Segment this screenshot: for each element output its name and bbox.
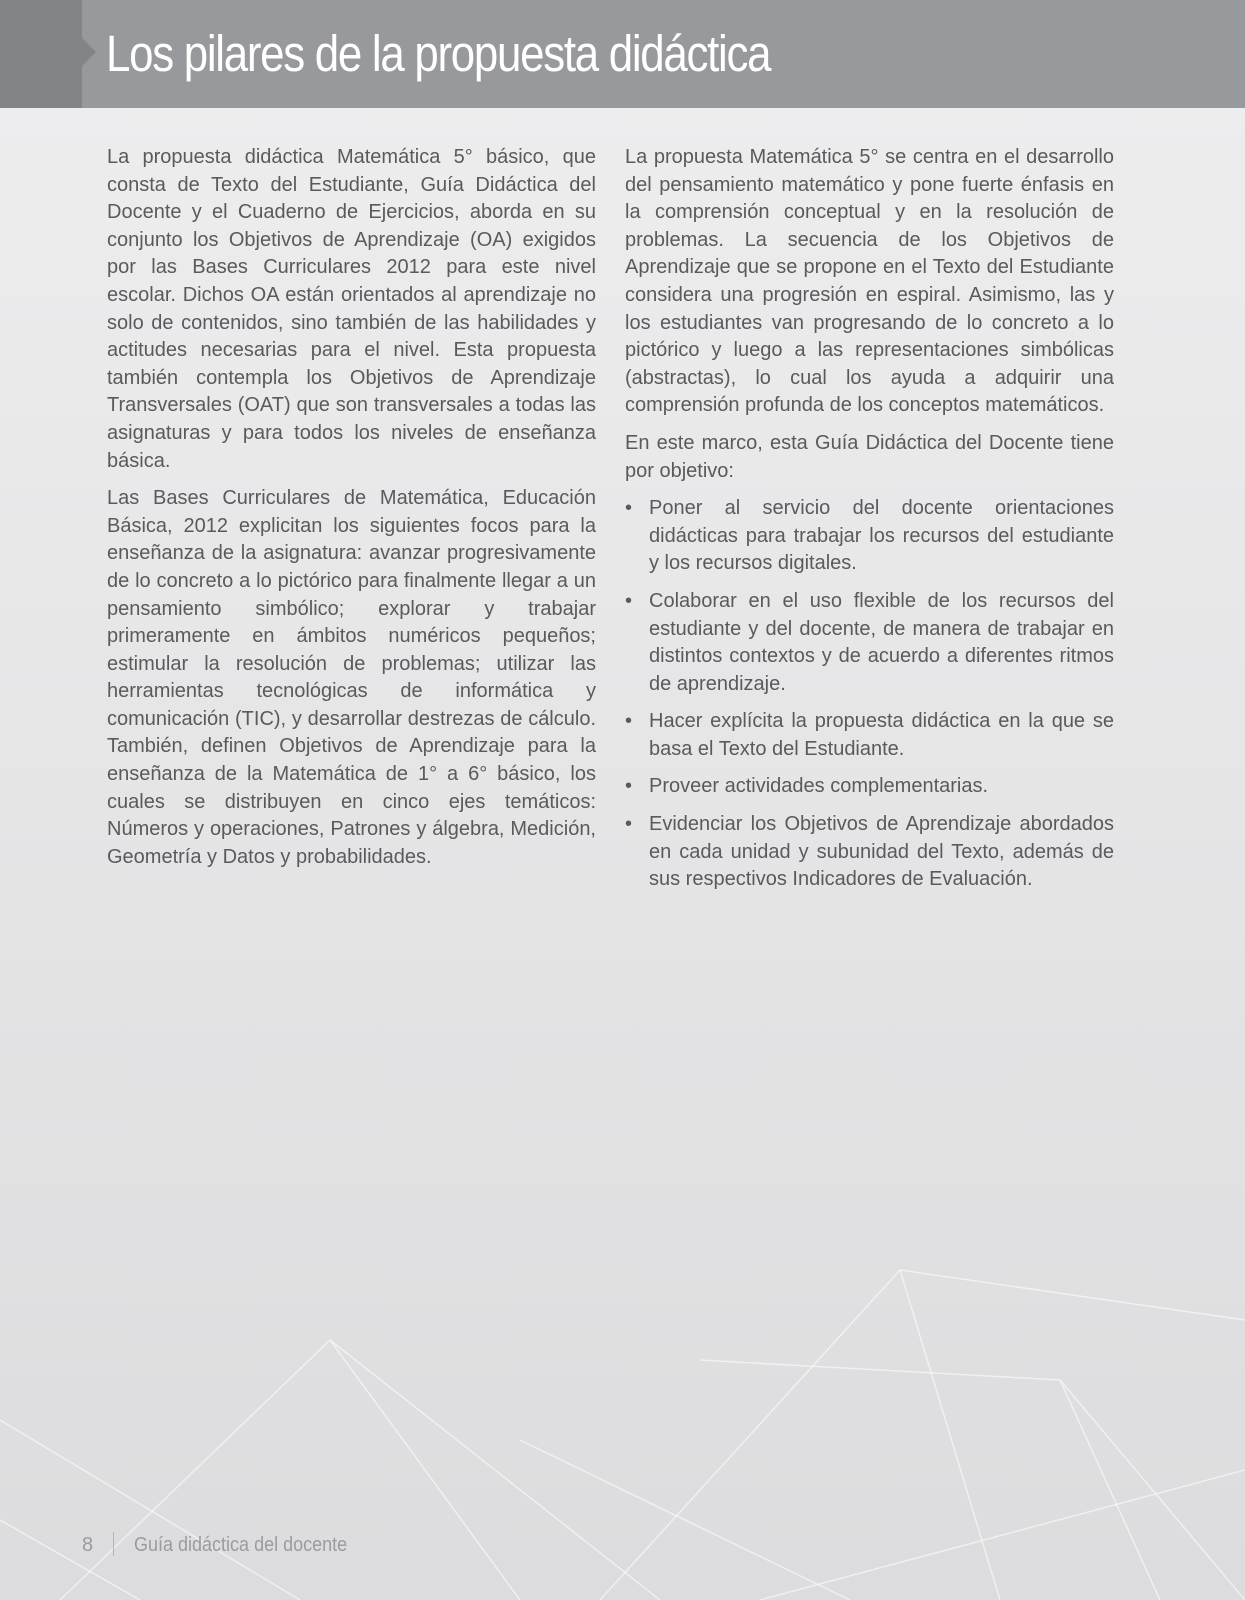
page-number: 8	[82, 1534, 94, 1556]
footer-book-title: Guía didáctica del docente	[134, 1534, 348, 1556]
left-column	[107, 144, 596, 881]
list-item-text: Colaborar en el uso flexible de los recursos del estudiante y del docente, de manera de trabajar en distintos contextos y de acuerdo a diferentes ritmos de aprendizaje.	[649, 589, 1114, 695]
list-item-text: Hacer explícita la propuesta didáctica en la que se basa el Texto del Estudiante.	[649, 710, 1114, 760]
math-development-paragraph: La propuesta Matemática 5° se centra en el desarrollo del pensamiento matemático y pone fuerte énfasis en la comprensión conceptual y en la resolución de problemas. La secuencia de los Objetivos de Aprendizaje que se propone en el Texto del Estudiante considera una progresión en espiral. Asimismo, las y los estudiantes van progresando de lo concreto a lo pictórico y luego a las representaciones simbólicas (abstractas), lo cual los ayuda a adquirir una comprensión profunda de los conceptos matemáticos.	[625, 146, 1114, 417]
bullet-icon: •	[625, 813, 633, 836]
title-bar-arrow	[82, 38, 96, 66]
list-item	[625, 773, 1114, 801]
list-item	[625, 708, 1114, 763]
page-title: Los pilares de la propuesta didáctica	[106, 25, 771, 82]
intro-paragraph: La propuesta didáctica Matemática 5° básico, que consta de Texto del Estudiante, Guía Didáctica del Docente y el Cuaderno de Ejercicios, aborda en su conjunto los Objetivos de Aprendizaje (OA) exigidos por las Bases Curriculares 2012 para este nivel escolar. Dichos OA están orientados al aprendizaje no solo de contenidos, sino también de las habilidades y actitudes necesarias para el nivel. Esta propuesta también contempla los Objetivos de Aprendizaje Transversales (OAT) que son transversales a todas las asignaturas y para todos los niveles de enseñanza básica.	[107, 146, 596, 472]
bullet-icon: •	[625, 710, 633, 733]
list-item-text: Proveer actividades complementarias.	[649, 775, 989, 798]
title-bar-tab	[0, 0, 82, 108]
curricular-focus-paragraph: Las Bases Curriculares de Matemática, Educación Básica, 2012 explicitan los siguientes focos para la enseñanza de la asignatura: avanzar progresivamente de lo concreto a lo pictórico para finalmente llegar a un pensamiento simbólico; explorar y trabajar primeramente en ámbitos numéricos pequeños; estimular la resolución de problemas; utilizar las herramientas tecnológicas de informática y comunicación (TIC), y desarrollar destrezas de cálculo. También, definen Objetivos de Aprendizaje para la enseñanza de la Matemática de 1° a 6° básico, los cuales se distribuyen en cinco ejes temáticos: Números y operaciones, Patrones y álgebra, Medición, Geometría y Datos y probabilidades.	[107, 487, 596, 868]
right-column	[625, 144, 1114, 904]
guide-objective-intro: En este marco, esta Guía Didáctica del Docente tiene por objetivo:	[625, 431, 1114, 482]
bullet-icon: •	[625, 589, 633, 612]
list-item	[625, 588, 1114, 698]
title-bar	[0, 0, 1245, 108]
footer-divider	[113, 1532, 114, 1556]
objectives-list	[625, 495, 1114, 894]
page-footer	[82, 1532, 371, 1557]
list-item-text: Evidenciar los Objetivos de Aprendizaje abordados en cada unidad y subunidad del Texto, además de sus respectivos Indicadores de Evaluación.	[649, 813, 1114, 891]
bullet-icon: •	[625, 775, 633, 798]
bullet-icon: •	[625, 497, 633, 520]
list-item	[625, 495, 1114, 578]
list-item	[625, 811, 1114, 894]
list-item-text: Poner al servicio del docente orientaciones didácticas para trabajar los recursos del estudiante y los recursos digitales.	[649, 497, 1114, 575]
